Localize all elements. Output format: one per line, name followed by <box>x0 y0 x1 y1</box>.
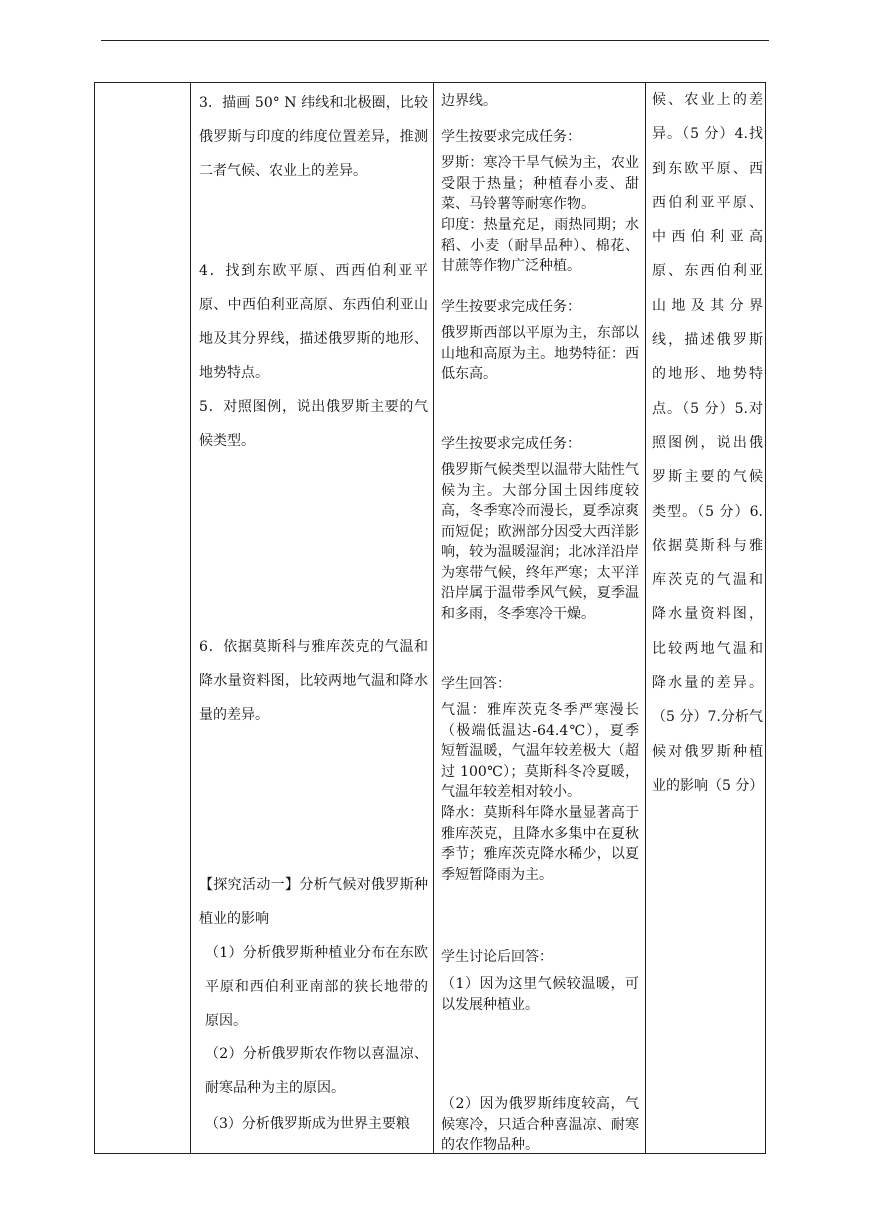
student-answer-1: （1）因为这里气候较温暖，可以发展种植业。 <box>441 976 639 1013</box>
teacher-activity-column <box>199 83 428 1153</box>
student-activity-column <box>441 83 639 1153</box>
evaluation-criteria: 候、农业上的差异。（5 分）4.找到东欧平原、西西伯利亚平原、中西伯利亚高原、东西伯利亚山地及其分界线，描述俄罗斯的地形、地势特点。（5 分）5.对照图例，说出俄罗斯主要的气候类型。（5 分）6.依据莫斯科与雅库茨克的气温和降水量资料图，比较两地气温和降水量的差异。（5 分）7.分析气候对俄罗斯种植业的影响（5 分） <box>652 92 764 794</box>
inquiry-activity-title: 【探究活动一】分析气候对俄罗斯种植业的影响 <box>199 877 428 927</box>
student-reply-heading: 学生回答： <box>441 676 511 692</box>
student-terrain-answer: 俄罗斯西部以平原为主，东部以山地和高原为主。地势特征：西低东高。 <box>441 325 639 382</box>
header-rule <box>101 40 769 41</box>
student-task-heading: 学生按要求完成任务： <box>441 436 581 452</box>
inquiry-question-3: （3）分析俄罗斯成为世界主要粮 <box>205 1116 410 1132</box>
stage-column <box>95 83 190 1153</box>
student-climate-answer: 俄罗斯气候类型以温带大陆性气候为主。大部分国土因纬度较高，冬季寒冷而漫长，夏季凉爽而短促；欧洲部分因受大西洋影响，较为温暖湿润；北冰洋沿岸为寒带气候，终年严寒；太平洋沿岸属于温带季风气候，夏季温和多雨，冬季寒冷干燥。 <box>441 462 639 622</box>
inquiry-question-2: （2）分析俄罗斯农作物以喜温凉、耐寒品种为主的原因。 <box>205 1046 428 1096</box>
column-divider <box>433 83 434 1153</box>
student-temperature-answer: 气温：雅库茨克冬季严寒漫长（极端低温达-64.4℃），夏季短暂温暖，气温年较差极大（超过 100℃）；莫斯科冬冷夏暖，气温年较差相对较小。 <box>441 702 639 800</box>
student-russia-answer: 罗斯：寒冷干旱气候为主，农业受限于热量；种植春小麦、甜菜、马铃薯等耐寒作物。 <box>441 155 639 212</box>
lesson-table <box>94 82 766 1154</box>
student-boundary-line: 边界线。 <box>441 93 497 109</box>
student-discussion-heading: 学生讨论后回答： <box>441 949 553 965</box>
inquiry-question-1: （1）分析俄罗斯种植业分布在东欧平原和西伯利亚南部的狭长地带的原因。 <box>205 945 428 1029</box>
column-divider <box>645 83 646 1153</box>
student-task-heading: 学生按要求完成任务： <box>441 299 581 315</box>
teacher-task-5: 5．对照图例，说出俄罗斯主要的气候类型。 <box>199 399 428 449</box>
teacher-task-6: 6．依据莫斯科与雅库茨克的气温和降水量资料图，比较两地气温和降水量的差异。 <box>199 639 428 723</box>
student-task-heading: 学生按要求完成任务： <box>441 129 581 145</box>
teacher-task-3: 3．描画 50° N 纬线和北极圈，比较俄罗斯与印度的纬度位置差异，推测二者气候、农业上的差异。 <box>199 95 428 179</box>
student-answer-2: （2）因为俄罗斯纬度较高，气候寒冷，只适合种喜温凉、耐寒的农作物品种。 <box>441 1096 639 1153</box>
teacher-task-4: 4．找到东欧平原、西西伯利亚平原、中西伯利亚高原、东西伯利亚山地及其分界线，描述俄罗斯的地形、地势特点。 <box>199 263 428 381</box>
column-divider <box>190 83 191 1153</box>
student-india-answer: 印度：热量充足，雨热同期；水稻、小麦（耐旱品种）、棉花、甘蔗等作物广泛种植。 <box>441 217 639 274</box>
evaluation-column <box>652 83 763 1153</box>
student-precipitation-answer: 降水：莫斯科年降水量显著高于雅库茨克，且降水多集中在夏秋季节；雅库茨克降水稀少，以夏季短暂降雨为主。 <box>441 805 639 883</box>
